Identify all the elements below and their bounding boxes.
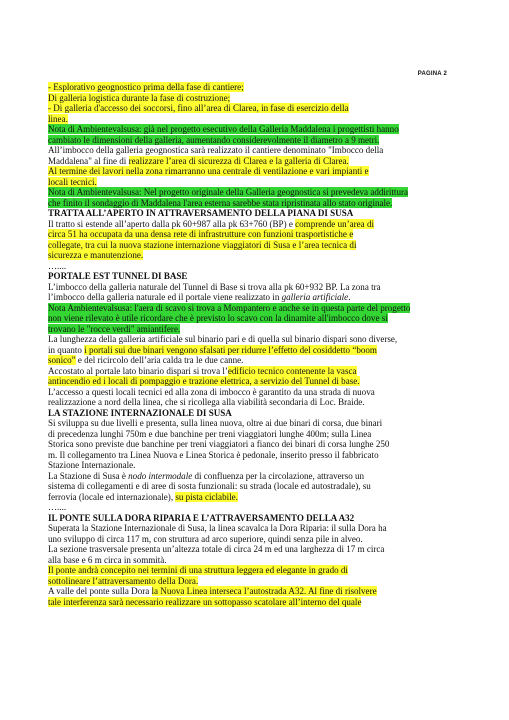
highlight-yellow: sonico”: [48, 355, 76, 365]
highlight-yellow: Al termine dei lavori nella zona rimarranno una centrale di ventilazione e vari impianti e: [48, 166, 369, 176]
text-line: [48, 334, 436, 345]
text-line: [48, 387, 436, 398]
text-line: [48, 565, 436, 576]
text-segment: …....: [48, 260, 67, 271]
text-line: [48, 303, 436, 314]
text-segment: Storica sono previste due banchine per treni viaggiatori a fianco dei binari di corsa lunghe 250: [48, 439, 390, 449]
text-segment: realizzazione a nord della linea, che si ricollega alla viabilità secondaria di Loc. Braide.: [48, 397, 365, 407]
highlight-green: Nota di Ambientevalsusa: già nel progetto esecutivo della Galleria Maddalena i progettisti hanno: [48, 124, 399, 134]
text-segment: e del ricircolo dell’aria calda tra le due canne.: [75, 355, 244, 365]
page-number: PAGINA 2: [417, 71, 447, 77]
text-segment: La sezione trasversale presenta un’altezza totale di circa 24 m ed una larghezza di 17 m circa: [48, 544, 385, 554]
text-segment: l’imbocco della galleria naturale ed il portale viene realizzato in: [48, 292, 282, 302]
text-line: [48, 555, 436, 566]
text-line: [48, 261, 436, 272]
section-heading: [48, 408, 436, 419]
text-line: [48, 250, 436, 261]
text-segment: L’accesso a questi locali tecnici ed alla zona di imbocco è garantito da una strada di nuova: [48, 386, 375, 397]
highlight-yellow: locali tecnici.: [48, 176, 97, 187]
text-segment: Il tratto si estende all’aperto dalla pk 60+987 alla pk 63+760 (BP) e: [48, 218, 296, 229]
text-segment: La lunghezza della galleria artificiale sul binario pari e di quella sul binario dispari sono diverse,: [48, 334, 398, 344]
text-line: [48, 229, 436, 240]
text-segment: sistema di collegamenti e di aree di sosta funzionali: su strada (locale ed autostradale), su: [48, 481, 371, 491]
text-line: [48, 82, 436, 93]
highlight-yellow: collegate, tra cui la nuova stazione internazione viaggiatori di Susa e l’area tecnica di: [48, 239, 357, 250]
heading-text: PORTALE EST TUNNEL DI BASE: [48, 271, 188, 281]
highlight-yellow: sicurezza e manutenzione.: [48, 250, 144, 260]
text-line: [48, 460, 436, 471]
highlight-yellow: su pista ciclabile.: [175, 491, 238, 502]
text-segment: La Stazione di Susa è: [48, 470, 129, 481]
heading-text: TRATTA ALL’APERTO IN ATTRAVERSAMENTO DELLA PIANA DI SUSA: [48, 208, 354, 218]
italic-text: galleria artificiale: [281, 292, 349, 302]
text-segment: di precedenza lunghi 750m e due banchine per treni viaggiatori lunghe 400m; sulla Linea: [48, 428, 372, 439]
highlight-green: cambiato le dimensioni della galleria, aumentando considerevolmente il diametro a 9 metri.: [48, 134, 380, 145]
text-line: [48, 198, 436, 209]
heading-text: LA STAZIONE INTERNAZIONALE DI SUSA: [48, 407, 232, 418]
text-line: [48, 534, 436, 545]
text-line: [48, 544, 436, 555]
highlight-green: Nota di Ambientevalsusa: Nel progetto originale della Galleria geognostica si prevedeva addirittura: [48, 187, 408, 197]
text-line: [48, 439, 436, 450]
text-line: [48, 429, 436, 440]
text-segment: in quanto: [48, 344, 85, 355]
text-line: [48, 502, 436, 513]
text-segment: ferrovia (locale ed internazionale),: [48, 491, 176, 502]
text-line: [48, 492, 436, 503]
text-segment: Accostato al portale lato binario dispari si trova l’: [48, 365, 228, 376]
text-line: [48, 471, 436, 482]
text-segment: A valle del ponte sulla Dora: [48, 586, 152, 596]
text-line: [48, 103, 436, 114]
highlight-yellow: circa 51 ha occupata da una densa rete di infrastrutture con funzioni trasportistiche e: [48, 229, 354, 239]
text-line: [48, 166, 436, 177]
highlight-yellow: antincendio ed i locali di pompaggio e trazione elettrica, a servizio del Tunnel di base.: [48, 376, 360, 386]
text-segment: All’imbocco della galleria geognostica sarà realizzato il cantiere denominato "Imbocco della: [48, 145, 384, 155]
text-line: [48, 135, 436, 146]
text-segment: m. Il collegamento tra Linea Nuova e Linea Storica è pedonale, inserito presso il fabbricato: [48, 449, 379, 460]
text-segment: L’imbocco della galleria naturale del Tunnel di Base si trova alla pk 60+932 BP. La zona tra: [48, 281, 381, 292]
text-line: [48, 586, 436, 597]
text-line: [48, 219, 436, 230]
highlight-yellow: edificio tecnico contenente la vasca: [227, 365, 357, 376]
highlight-yellow: linea.: [48, 113, 68, 124]
text-line: [48, 282, 436, 293]
text-line: [48, 376, 436, 387]
section-heading: [48, 271, 436, 282]
text-line: [48, 576, 436, 587]
highlight-yellow: comprende un’area di: [295, 218, 374, 229]
text-line: [48, 345, 436, 356]
text-segment: alla base e 6 m circa in sommità.: [48, 554, 167, 565]
highlight-yellow: Il ponte andrà concepito nei termini di una struttura leggera ed elegante in grado di: [48, 565, 348, 575]
highlight-yellow: tale interferenza sarà necessario realizzare un sottopasso scatolare all’interno del quale: [48, 596, 362, 607]
text-line: [48, 597, 436, 608]
text-line: [48, 366, 436, 377]
text-line: [48, 114, 436, 125]
text-line: [48, 313, 436, 324]
text-line: [48, 187, 436, 198]
highlight-yellow: i portali sui due binari vengono sfalsati per ridurre l’effetto del cosiddetto “boom: [84, 344, 377, 355]
highlight-green: che finito il sondaggio di Maddalena l'area esterna sarebbe stata ripristinata allo stato originale.: [48, 197, 393, 208]
section-heading: [48, 208, 436, 219]
text-line: [48, 177, 436, 188]
document-body: [48, 82, 436, 607]
highlight-green: non viene rilevato è utile ricordare che è previsto lo scavo con la dinamite all'imbocco dove si: [48, 313, 388, 323]
text-segment: Maddalena" al fine di: [48, 155, 129, 166]
highlight-green: trovano le "rocce verdi" amiantifere.: [48, 323, 181, 334]
text-segment: Superata la Stazione Internazionale di Susa, la linea scavalca la Dora Riparia: il sulla Dora ha: [48, 523, 387, 533]
text-line: [48, 418, 436, 429]
highlight-yellow: la Nuova Linea interseca l’autostrada A32. Al fine di risolvere: [151, 586, 377, 596]
highlight-yellow: - Di galleria d'accesso dei soccorsi, fino all’area di Clarea, in fase di esercizio della: [48, 103, 349, 113]
text-line: [48, 397, 436, 408]
text-segment: uno sviluppo di circa 117 m, con struttura ad arco superiore, quindi senza pile in alveo.: [48, 533, 363, 544]
text-line: [48, 93, 436, 104]
text-line: [48, 523, 436, 534]
section-heading: [48, 513, 436, 524]
text-line: [48, 481, 436, 492]
text-line: [48, 355, 436, 366]
highlight-yellow: sottolineare l’attraversamento della Dora.: [48, 575, 199, 586]
text-line: [48, 145, 436, 156]
highlight-yellow: realizzare l’area di sicurezza di Clarea e la galleria di Clarea.: [128, 155, 349, 166]
highlight-yellow: - Esplorativo geognostico prima della fase di cantiere;: [48, 82, 244, 92]
text-line: [48, 450, 436, 461]
highlight-yellow: Di galleria logistica durante la fase di costruzione;: [48, 92, 231, 103]
text-line: [48, 240, 436, 251]
text-segment: Stazione Internazionale.: [48, 460, 136, 470]
text-segment: …....: [48, 502, 67, 512]
heading-text: IL PONTE SULLA DORA RIPARIA E L’ATTRAVERSAMENTO DELLA A32: [48, 512, 355, 523]
text-segment: .: [348, 292, 351, 302]
text-line: [48, 124, 436, 135]
highlight-green: Nota Ambientevalsusa: l'aera di scavo si trova a Mompantero e anche se in questa parte del progetto: [48, 302, 411, 313]
text-segment: Si sviluppa su due livelli e presenta, sulla linea nuova, oltre ai due binari di corsa, due binari: [48, 418, 383, 428]
text-segment: di confluenza per la circolazione, attraverso un: [192, 470, 365, 481]
text-line: [48, 324, 436, 335]
text-line: [48, 156, 436, 167]
italic-text: nodo intermodale: [128, 470, 193, 481]
text-line: [48, 292, 436, 303]
